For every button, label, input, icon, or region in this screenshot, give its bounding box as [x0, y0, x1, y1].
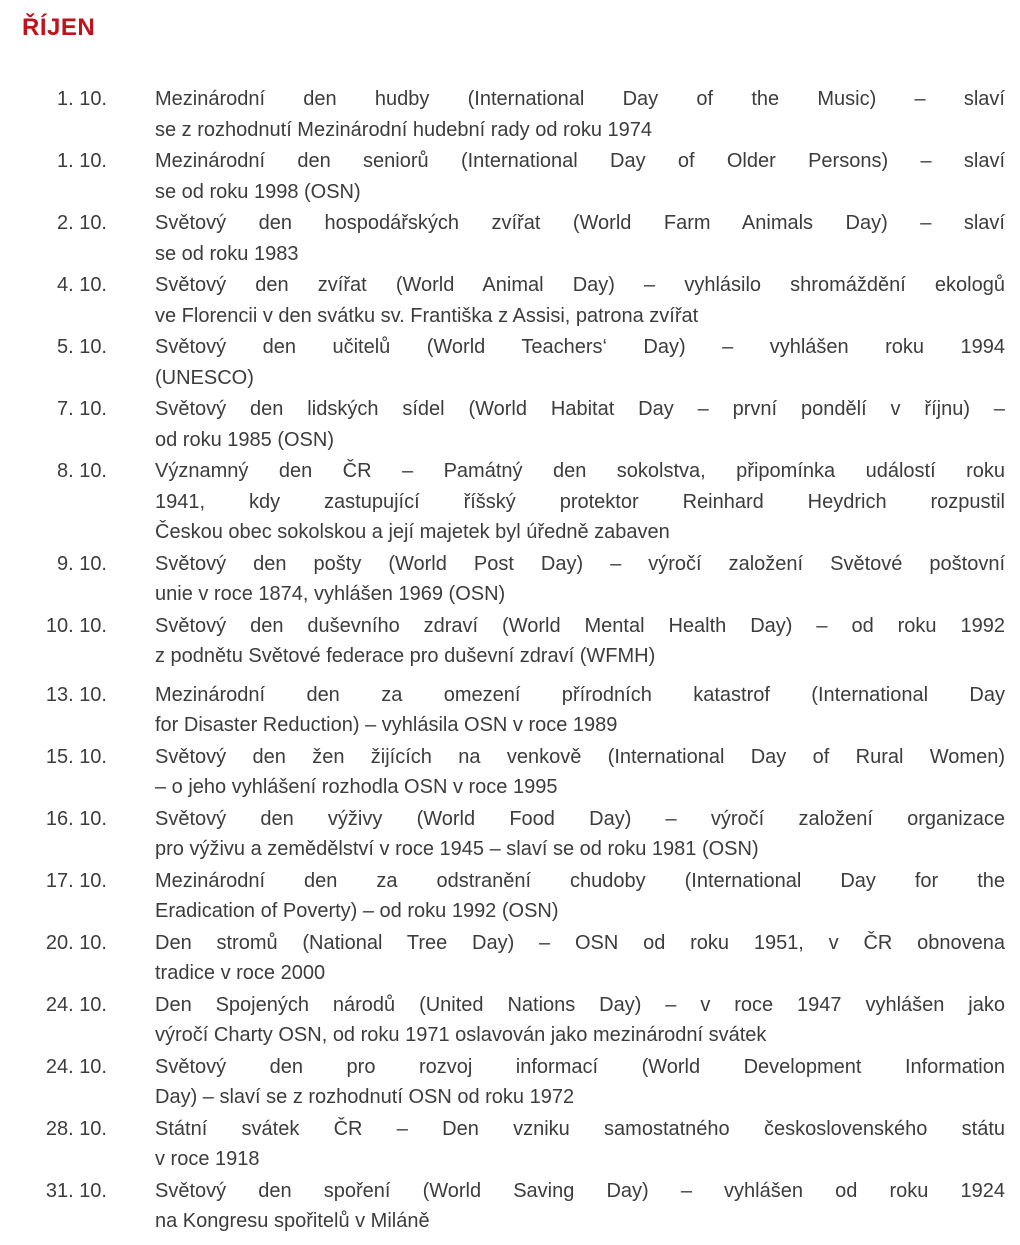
text-line: se z rozhodnutí Mezinárodní hudební rady od roku 1974	[155, 118, 652, 141]
text-line: tradice v roce 2000	[155, 962, 326, 984]
holiday-description	[155, 549, 1005, 610]
holiday-date: 2. 10.	[56, 212, 107, 234]
holiday-date: 4. 10.	[56, 274, 107, 296]
holiday-date: 7. 10.	[56, 398, 107, 420]
holiday-row	[22, 1176, 1005, 1237]
text-line: Day) – slaví se z rozhodnutí OSN od roku 1972	[155, 1086, 575, 1108]
holiday-date: 24. 10.	[45, 993, 107, 1016]
text-line: Světový den pro rozvoj informací (World Development Information	[155, 1055, 1005, 1078]
text-line: Českou obec sokolskou a její majetek byl úředně zabaven	[155, 521, 670, 543]
text-line: se od roku 1983	[155, 242, 299, 265]
holiday-description	[155, 680, 1005, 741]
holiday-row	[22, 866, 1005, 927]
holiday-description	[155, 146, 1005, 207]
text-line: z podnětu Světové federace pro duševní zdraví (WFMH)	[155, 645, 656, 667]
holiday-row	[22, 146, 1005, 207]
holiday-description	[155, 84, 1005, 145]
holiday-description	[155, 928, 1005, 989]
holiday-description	[155, 456, 1005, 548]
holiday-row	[22, 332, 1005, 393]
holiday-description	[155, 332, 1005, 393]
holiday-row	[22, 990, 1005, 1051]
holiday-date: 1. 10.	[56, 150, 107, 172]
text-line: Den Spojených národů (United Nations Day) – v roce 1947 vyhlášen jako	[155, 993, 1005, 1016]
holiday-description	[155, 742, 1005, 803]
text-line: Světový den učitelů (World Teachers‘ Day) – vyhlášen roku 1994	[155, 336, 1005, 358]
holiday-date: 28. 10.	[45, 1117, 107, 1140]
holiday-date: 17. 10.	[45, 869, 107, 892]
holiday-date: 13. 10.	[45, 683, 107, 706]
text-line: Mezinárodní den za odstranění chudoby (International Day for the	[155, 869, 1005, 892]
text-line: Den stromů (National Tree Day) – OSN od roku 1951, v ČR obnovena	[155, 931, 1005, 954]
holiday-description	[155, 208, 1005, 269]
holiday-description	[155, 270, 1005, 331]
holiday-row	[22, 549, 1005, 610]
holiday-date: 9. 10.	[56, 552, 107, 575]
holiday-date: 16. 10.	[45, 807, 107, 830]
holiday-date: 5. 10.	[56, 336, 107, 358]
holiday-date: 15. 10.	[45, 745, 107, 768]
holiday-description	[155, 866, 1005, 927]
holiday-row	[22, 742, 1005, 803]
holiday-description	[155, 1176, 1005, 1237]
text-line: Významný den ČR – Památný den sokolstva, připomínka událostí roku	[155, 460, 1005, 482]
holiday-row	[22, 208, 1005, 269]
holiday-date: 20. 10.	[45, 931, 107, 954]
holiday-date: 10. 10.	[45, 614, 107, 637]
holiday-row	[22, 928, 1005, 989]
text-line: unie v roce 1874, vyhlášen 1969 (OSN)	[155, 583, 506, 605]
holiday-row	[22, 611, 1005, 672]
text-line: na Kongresu spořitelů v Miláně	[155, 1210, 430, 1232]
text-line: Světový den hospodářských zvířat (World Farm Animals Day) – slaví	[155, 212, 1005, 234]
text-line: (UNESCO)	[155, 366, 254, 389]
text-line: v roce 1918	[155, 1148, 260, 1170]
text-line: pro výživu a zemědělství v roce 1945 – slaví se od roku 1981 (OSN)	[155, 838, 759, 860]
holiday-row	[22, 804, 1005, 865]
text-line: Mezinárodní den za omezení přírodních katastrof (International Day	[155, 683, 1005, 706]
text-line: výročí Charty OSN, od roku 1971 oslavován jako mezinárodní svátek	[155, 1024, 767, 1046]
text-line: – o jeho vyhlášení rozhodla OSN v roce 1995	[155, 776, 558, 798]
text-line: Světový den pošty (World Post Day) – výročí založení Světové poštovní	[155, 552, 1005, 575]
text-line: se od roku 1998 (OSN)	[155, 180, 361, 203]
text-line: od roku 1985 (OSN)	[155, 428, 334, 451]
text-line: Světový den žen žijících na venkově (International Day of Rural Women)	[155, 745, 1005, 768]
holiday-date: 1. 10.	[56, 88, 107, 110]
holiday-row	[22, 1052, 1005, 1113]
text-line: Světový den lidských sídel (World Habitat Day – první pondělí v říjnu) –	[155, 398, 1005, 420]
holiday-row	[22, 84, 1005, 145]
text-line: Eradication of Poverty) – od roku 1992 (OSN)	[155, 900, 559, 922]
holiday-date: 8. 10.	[56, 460, 107, 482]
holiday-row	[22, 394, 1005, 455]
holiday-row	[22, 456, 1005, 548]
text-line: Světový den zvířat (World Animal Day) – vyhlásilo shromáždění ekologů	[155, 274, 1005, 296]
holiday-list	[22, 84, 1005, 1237]
holiday-description	[155, 804, 1005, 865]
text-line: for Disaster Reduction) – vyhlásila OSN v roce 1989	[155, 714, 618, 736]
text-line: 1941, kdy zastupující říšský protektor Reinhard Heydrich rozpustil	[155, 490, 1005, 513]
text-line: Světový den výživy (World Food Day) – výročí založení organizace	[155, 807, 1005, 830]
holiday-description	[155, 1114, 1005, 1175]
holiday-row	[22, 1114, 1005, 1175]
text-line: ve Florencii v den svátku sv. Františka z Assisi, patrona zvířat	[155, 304, 699, 327]
holiday-description	[155, 611, 1005, 672]
holiday-date: 24. 10.	[45, 1055, 107, 1078]
holiday-row	[22, 270, 1005, 331]
text-line: Světový den duševního zdraví (World Mental Health Day) – od roku 1992	[155, 614, 1005, 637]
text-line: Mezinárodní den seniorů (International Day of Older Persons) – slaví	[155, 150, 1005, 172]
holiday-description	[155, 990, 1005, 1051]
month-title: ŘÍJEN	[22, 14, 96, 41]
holiday-description	[155, 394, 1005, 455]
holiday-row	[22, 680, 1005, 741]
text-line: Světový den spoření (World Saving Day) – vyhlášen od roku 1924	[155, 1179, 1005, 1202]
text-line: Mezinárodní den hudby (International Day of the Music) – slaví	[155, 88, 1005, 110]
holiday-description	[155, 1052, 1005, 1113]
text-line: Státní svátek ČR – Den vzniku samostatného československého státu	[155, 1117, 1005, 1140]
holiday-date: 31. 10.	[45, 1179, 107, 1202]
